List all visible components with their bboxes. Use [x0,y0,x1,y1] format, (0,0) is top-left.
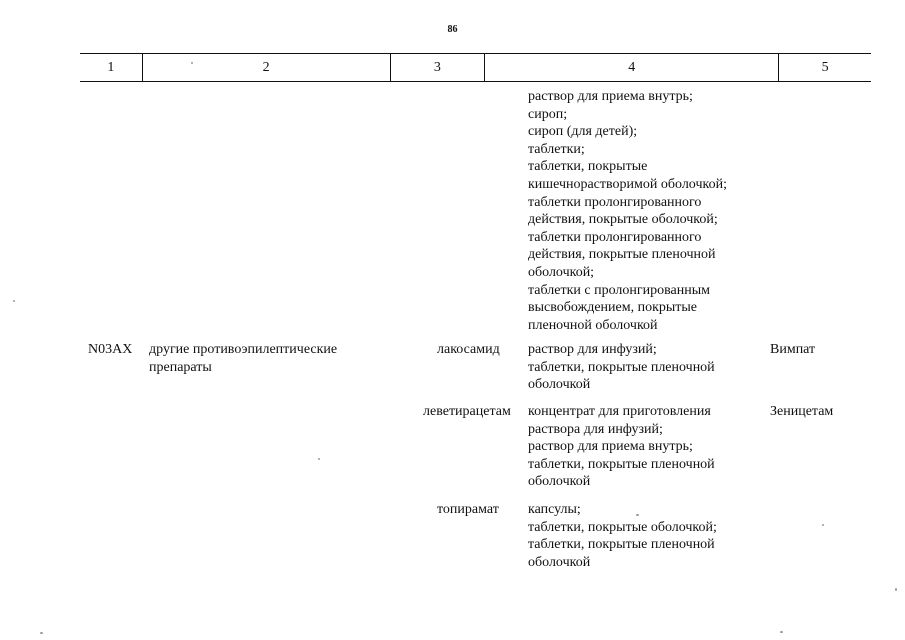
scan-speck [780,631,783,633]
scan-speck [318,458,320,460]
dosage-form-line: таблетки, покрытые пленочной [528,456,715,472]
dosage-form-line: раствор для приема внутрь; [528,89,693,104]
dosage-form-line: высвобождением, покрытые [528,300,698,316]
drug-name-lacosamide: лакосамид [437,342,500,357]
dosage-form-line: раствор для приема внутрь; [528,439,693,455]
dosage-form-line: концентрат для приготовления [528,404,711,419]
dosage-form-line: пленочной оболочкой [528,317,658,333]
dosage-form-line: оболочкой [528,474,591,490]
dosage-form-line: сироп (для детей); [528,124,638,140]
dosage-form-line: таблетки пролонгированного [528,194,702,210]
trade-name-lacosamide: Вимпат [770,342,816,357]
dosage-form-line: раствора для инфузий; [528,421,663,437]
dosage-form-line: действия, покрытые пленочной [528,247,716,263]
dosage-form-line: таблетки с пролонгированным [528,282,711,298]
drug-name-topiramate: топирамат [437,502,499,517]
dosage-form-line: таблетки, покрытые пленочной [528,537,715,553]
header-col-5: 5 [778,54,871,81]
continued-dosage-forms [528,88,727,334]
dosage-form-line: раствор для инфузий; [528,342,657,357]
dosage-form-line: капсулы; [528,502,581,517]
dosage-form-line: действия, покрытые оболочкой; [528,212,718,228]
atc-code: N03AX [88,342,133,357]
dosage-form-line: оболочкой; [528,264,595,280]
dosage-form-line: таблетки, покрытые пленочной [528,359,715,375]
scan-speck [40,632,43,634]
dosage-form-line: оболочкой [528,554,591,570]
header-col-1: 1 [107,59,115,75]
page-number: 86 [447,24,458,35]
dosage-forms-lacosamide [528,341,715,394]
atc-group-name [149,341,337,376]
dosage-form-line: таблетки; [528,141,585,157]
dosage-form-line: таблетки, покрытые оболочкой; [528,519,717,535]
group-name-line: препараты [149,359,212,375]
dosage-form-line: сироп; [528,106,568,122]
scan-speck [13,300,15,302]
dosage-forms-levetiracetam [528,403,715,491]
dosage-form-line: таблетки, покрытые [528,159,648,175]
scan-speck [895,588,897,591]
dosage-form-line: оболочкой [528,377,591,393]
group-name-line: другие противоэпилептические [149,342,338,357]
dosage-form-line: таблетки пролонгированного [528,229,702,245]
drug-name-levetiracetam: леветирацетам [423,404,511,419]
header-col-3: 3 [390,54,485,81]
header-col-4: 4 [484,54,778,81]
header-col-2: 2 [142,54,390,81]
trade-name-levetiracetam: Зеницетам [770,404,834,419]
dosage-form-line: кишечнорастворимой оболочкой; [528,176,727,192]
table-header [80,53,871,82]
scan-speck [636,514,639,516]
scan-speck [822,524,824,526]
scan-speck [191,62,193,64]
dosage-forms-topiramate [528,501,717,571]
